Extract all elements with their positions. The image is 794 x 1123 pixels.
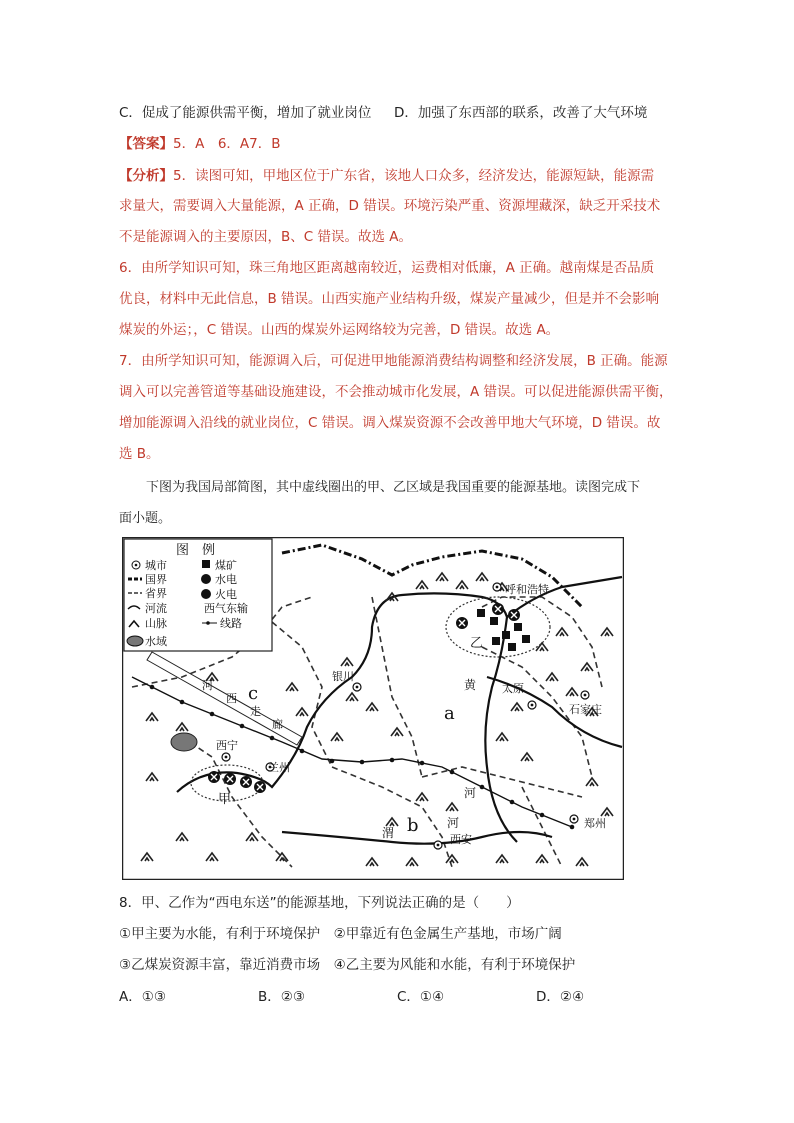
- legend-coal: 煤矿: [215, 559, 237, 572]
- label-a: a: [444, 703, 455, 724]
- map-svg: [122, 537, 624, 880]
- intro-line-1: 下图为我国局部简图，其中虚线圈出的甲、乙区域是我国重要的能源基地。读图完成下: [146, 480, 641, 495]
- label-xian: 西安: [450, 833, 472, 846]
- analysis-line-8: 调入可以完善管道等基础设施建设，不会推动城市化发展，A 错误。可以促进能源供需平衡，: [119, 384, 673, 400]
- analysis-line-2: 求量大，需要调入大量能源，A 正确，D 错误。环境污染严重、资源埋藏深，缺乏开采技术: [119, 198, 661, 214]
- legend-hydro: 水电: [215, 573, 237, 586]
- label-lanzhou: 兰州: [268, 761, 290, 774]
- label-c: c: [248, 683, 259, 704]
- intro-line-2: 面小题。: [119, 511, 172, 526]
- legend-water: 水域: [145, 635, 167, 648]
- label-hexi-4: 廊: [272, 718, 283, 731]
- label-shijiazhuang: 石家庄: [569, 703, 602, 716]
- analysis-tag: 【分析】: [119, 168, 173, 184]
- label-hohhot: 呼和浩特: [505, 583, 549, 596]
- label-hexi-2: 西: [226, 692, 237, 705]
- label-wei: 渭: [382, 826, 395, 840]
- question8-options: [119, 987, 584, 1007]
- legend-thermal: 火电: [215, 588, 237, 601]
- analysis-line-9: 增加能源调入沿线的就业岗位，C 错误。调入煤炭资源不会改善甲地大气环境，D 错误。故: [119, 415, 661, 431]
- legend-pipeline-1: 西气东输: [204, 602, 248, 615]
- label-huang: 黄: [464, 678, 477, 692]
- label-he-2: 河: [447, 816, 460, 830]
- map-legend: [124, 539, 272, 651]
- answer-tag: 【答案】: [119, 136, 173, 152]
- label-b: b: [407, 815, 419, 836]
- option-a[interactable]: A．①③: [119, 989, 166, 1005]
- analysis-line-6: 煤炭的外运；，C 错误。山西的煤炭外运网络较为完善，D 错误。故选 A。: [119, 322, 560, 338]
- analysis-line-5: 优良，材料中无此信息，B 错误。山西实施产业结构升级，煤炭产量减少，但是并不会影响: [119, 291, 660, 307]
- option-c[interactable]: C．①④: [397, 989, 445, 1005]
- label-yi: 乙: [470, 636, 484, 651]
- option-d[interactable]: D．②④: [536, 989, 585, 1005]
- label-xining: 西宁: [216, 739, 238, 752]
- prev-options-line: [119, 103, 647, 123]
- label-he-1: 河: [464, 786, 477, 800]
- energy-base-map: [122, 537, 624, 880]
- legend-mountain: 山脉: [145, 617, 167, 630]
- prev-option-c: C．促成了能源供需平衡，增加了就业岗位: [119, 105, 372, 121]
- legend-title: 图 例: [176, 543, 216, 558]
- answer-text: 5．A 6．A7．B: [173, 136, 281, 152]
- analysis-line-4: 6．由所学知识可知，珠三角地区距离越南较近，运费相对低廉，A 正确。越南煤是否品质: [119, 260, 655, 276]
- analysis-line-10: 选 B。: [119, 446, 160, 462]
- question8-statements-1: ①甲主要为水能，有利于环境保护 ②甲靠近有色金属生产基地，市场广阔: [119, 926, 562, 942]
- label-hexi-1: 河: [202, 679, 213, 692]
- legend-provincial-border: 省界: [145, 587, 167, 600]
- legend-pipeline-2: 线路: [220, 617, 242, 630]
- water-body: [171, 733, 197, 751]
- answer-line: [119, 134, 281, 154]
- label-jia: 甲: [218, 792, 232, 807]
- question8-stem: 8．甲、乙作为“西电东送”的能源基地，下列说法正确的是（ ）: [119, 895, 520, 911]
- prev-option-d: D．加强了东西部的联系，改善了大气环境: [394, 105, 648, 121]
- label-taiyuan: 太原: [502, 682, 524, 695]
- legend-national-border: 国界: [145, 573, 167, 586]
- label-zhengzhou: 郑州: [584, 817, 606, 830]
- analysis-line-3: 不是能源调入的主要原因，B、C 错误。故选 A。: [119, 229, 413, 245]
- analysis-line-7: 7．由所学知识可知，能源调入后，可促进甲地能源消费结构调整和经济发展，B 正确。能源: [119, 353, 668, 369]
- analysis-line-1: 【分析】5．读图可知，甲地区位于广东省，该地人口众多，经济发达，能源短缺，能源需: [119, 168, 655, 184]
- legend-city: 城市: [145, 559, 167, 572]
- option-b[interactable]: B．②③: [258, 989, 305, 1005]
- label-yinchuan: 银川: [332, 670, 354, 683]
- label-hexi-3: 走: [250, 705, 261, 718]
- question8-statements-2: ③乙煤炭资源丰富，靠近消费市场 ④乙主要为风能和水能，有利于环境保护: [119, 957, 576, 973]
- legend-river: 河流: [145, 602, 167, 615]
